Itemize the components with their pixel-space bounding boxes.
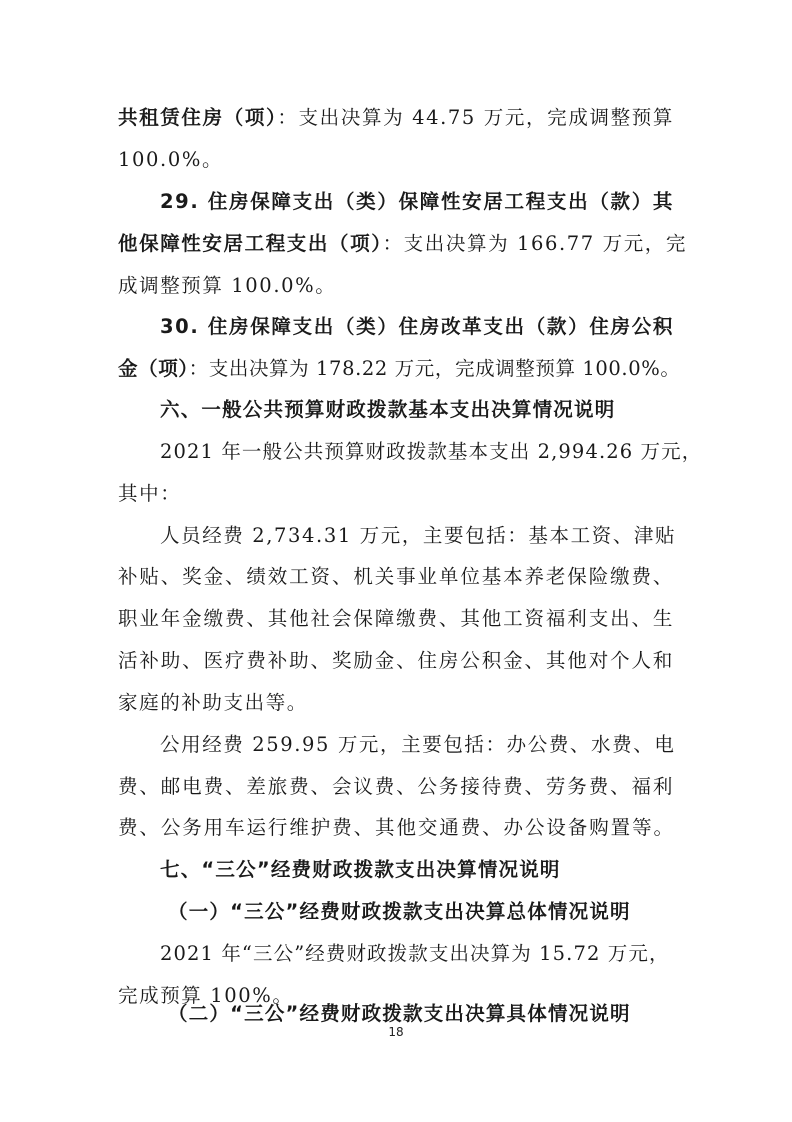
section6-intro-line1: 2021 年一般公共预算财政拨款基本支出 2,994.26 万元， bbox=[160, 440, 703, 463]
personnel-line1: 人员经费 2,734.31 万元，主要包括：基本工资、津贴 bbox=[160, 524, 677, 547]
personnel-line2: 补贴、奖金、绩效工资、机关事业单位基本养老保险缴费、 bbox=[118, 565, 674, 588]
item28-text: ：支出决算为 44.75 万元，完成调整预算 bbox=[277, 106, 674, 129]
item29-line3: 成调整预算 100.0%。 bbox=[118, 274, 337, 297]
item28-line2: 100.0%。 bbox=[118, 148, 224, 171]
personnel-line4: 活补助、医疗费补助、奖励金、住房公积金、其他对个人和 bbox=[118, 649, 674, 672]
item29-line2 bbox=[118, 230, 687, 258]
public-line2: 费、邮电费、差旅费、会议费、公务接待费、劳务费、福利 bbox=[118, 775, 674, 798]
item29-bold-label: 他保障性安居工程支出（项） bbox=[118, 232, 383, 255]
item30-bold-label: 金（项） bbox=[118, 357, 189, 380]
personnel-line3: 职业年金缴费、其他社会保障缴费、其他工资福利支出、生 bbox=[118, 607, 674, 630]
item30-line1: 30. 住房保障支出（类）住房改革支出（款）住房公积 bbox=[160, 315, 674, 338]
section6-intro-line2: 其中： bbox=[118, 482, 182, 505]
item28-line1 bbox=[118, 104, 674, 132]
public-line1: 公用经费 259.95 万元，主要包括：办公费、水费、电 bbox=[160, 733, 676, 756]
section7-sub1-heading: （一）“三公”经费财政拨款支出决算总体情况说明 bbox=[168, 900, 631, 923]
personnel-line5: 家庭的补助支出等。 bbox=[118, 691, 308, 714]
section7-heading: 七、“三公”经费财政拨款支出决算情况说明 bbox=[160, 858, 561, 881]
item29-line1: 29. 住房保障支出（类）保障性安居工程支出（款）其 bbox=[160, 190, 674, 213]
item28-bold-label: 共租赁住房（项） bbox=[118, 106, 278, 129]
item29-text: ：支出决算为 166.77 万元，完 bbox=[382, 232, 687, 255]
item30-text: ：支出决算为 178.22 万元，完成调整预算 100.0%。 bbox=[188, 357, 681, 380]
public-line3: 费、公务用车运行维护费、其他交通费、办公设备购置等。 bbox=[118, 816, 674, 839]
item30-line2 bbox=[118, 355, 681, 383]
section7-sub1-text1: 2021 年“三公”经费财政拨款支出决算为 15.72 万元， bbox=[160, 942, 670, 965]
page-number: 18 bbox=[388, 1025, 404, 1039]
section6-heading: 六、一般公共预算财政拨款基本支出决算情况说明 bbox=[160, 398, 616, 421]
section7-sub1-text2: 完成预算 100%。 bbox=[118, 984, 294, 1007]
section7-sub2-heading: （二）“三公”经费财政拨款支出决算具体情况说明 bbox=[168, 1002, 631, 1025]
